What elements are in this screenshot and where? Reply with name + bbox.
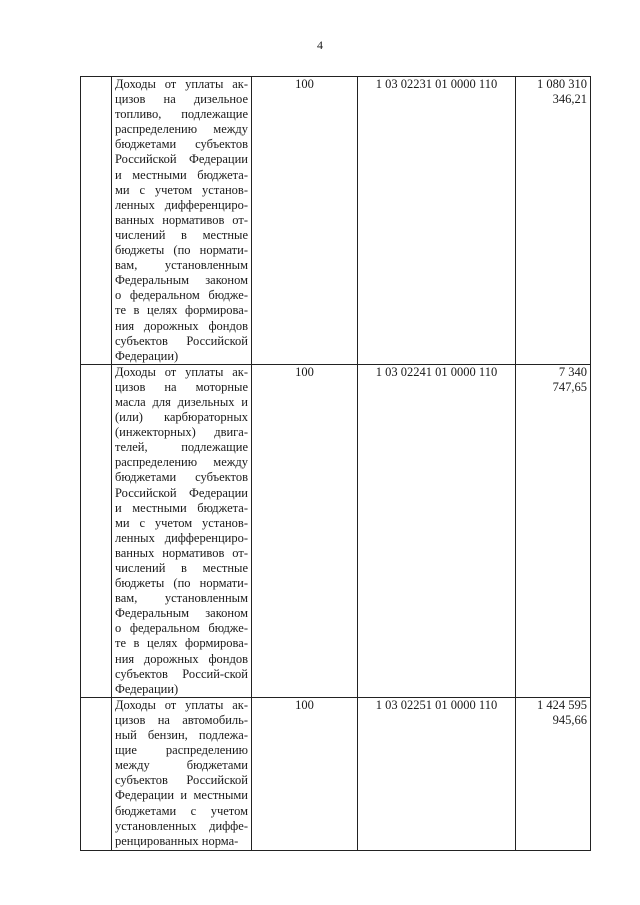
revenue-name-line: и местными бюджета-: [115, 500, 248, 515]
revenue-name-line: субъектов Россий-ской: [115, 666, 248, 681]
revenue-name-line: Федерации и местными: [115, 788, 248, 803]
revenue-name-line: о федеральном бюдже-: [115, 621, 248, 636]
revenue-name-line: щие распределению: [115, 743, 248, 758]
admin-code-cell: 100: [252, 697, 358, 850]
revenue-name-line: (инжекторных) двига-: [115, 425, 248, 440]
revenue-name-line: ванных нормативов от-: [115, 212, 248, 227]
amount-line: 1 424 595: [537, 697, 587, 712]
revenue-name-line: Федеральным законом: [115, 606, 248, 621]
revenue-name-cell: [112, 697, 252, 850]
revenue-name-cell: [112, 364, 252, 697]
revenue-table: [80, 76, 591, 851]
revenue-name-cell: [112, 77, 252, 365]
revenue-name-line: Доходы от уплаты ак-: [115, 364, 248, 379]
revenue-name-line: ния дорожных фондов: [115, 651, 248, 666]
budget-code-cell: 1 03 02241 01 0000 110: [358, 364, 516, 697]
revenue-name-line: Доходы от уплаты ак-: [115, 77, 248, 91]
revenue-name-line: ми с учетом установ-: [115, 182, 248, 197]
revenue-name-line: ный бензин, подлежа-: [115, 728, 248, 743]
revenue-name-line: вам, установленным: [115, 258, 248, 273]
revenue-name-line: Российской Федерации: [115, 152, 248, 167]
amount-cell: [516, 697, 591, 850]
revenue-name-line: топливо, подлежащие: [115, 107, 248, 122]
table-row: [81, 77, 591, 365]
budget-code-cell: 1 03 02251 01 0000 110: [358, 697, 516, 850]
revenue-name-line: те в целях формирова-: [115, 303, 248, 318]
revenue-name-line: распределению между: [115, 455, 248, 470]
revenue-name-line: те в целях формирова-: [115, 636, 248, 651]
table-row: [81, 697, 591, 850]
page-number: 4: [317, 38, 323, 52]
revenue-name-line: между бюджетами: [115, 758, 248, 773]
revenue-name-line: ленных дифференциро-: [115, 197, 248, 212]
revenue-name-line: субъектов Российской: [115, 773, 248, 788]
revenue-name-line: и местными бюджета-: [115, 167, 248, 182]
revenue-name-line: о федеральном бюдже-: [115, 288, 248, 303]
revenue-name-line: установленных диффе-: [115, 818, 248, 833]
revenue-name-line: ренцированных норма-: [115, 833, 239, 848]
table-row: [81, 364, 591, 697]
revenue-name-line: бюджеты (по нормати-: [115, 576, 248, 591]
row-number-cell: [81, 364, 112, 697]
revenue-name-line: Федерации): [115, 348, 179, 363]
revenue-name-line: бюджетами субъектов: [115, 137, 248, 152]
revenue-name-line: Доходы от уплаты ак-: [115, 697, 248, 712]
revenue-name-line: числений в местные: [115, 227, 248, 242]
revenue-name-line: цизов на автомобиль-: [115, 712, 248, 727]
revenue-name-line: ленных дифференциро-: [115, 530, 248, 545]
budget-code-cell: 1 03 02231 01 0000 110: [358, 77, 516, 365]
amount-line: 1 080 310: [537, 77, 587, 91]
revenue-name-line: Федерации): [115, 681, 179, 696]
revenue-name-line: ния дорожных фондов: [115, 318, 248, 333]
amount-line: 7 340: [558, 364, 587, 379]
revenue-name-line: бюджеты (по нормати-: [115, 243, 248, 258]
revenue-name-line: ванных нормативов от-: [115, 545, 248, 560]
revenue-name-line: цизов на дизельное: [115, 92, 248, 107]
row-number-cell: [81, 77, 112, 365]
revenue-name-line: (или) карбюраторных: [115, 410, 248, 425]
revenue-name-line: масла для дизельных и: [115, 394, 248, 409]
revenue-name-line: телей, подлежащие: [115, 440, 248, 455]
admin-code-cell: 100: [252, 364, 358, 697]
revenue-name-line: Федеральным законом: [115, 273, 248, 288]
admin-code-cell: 100: [252, 77, 358, 365]
revenue-name-line: бюджетами с учетом: [115, 803, 248, 818]
row-number-cell: [81, 697, 112, 850]
amount-cell: [516, 77, 591, 365]
revenue-table-body: [81, 77, 591, 851]
revenue-name-line: Российской Федерации: [115, 485, 248, 500]
amount-line: 945,66: [552, 712, 587, 727]
revenue-name-line: ми с учетом установ-: [115, 515, 248, 530]
amount-cell: [516, 364, 591, 697]
revenue-name-line: числений в местные: [115, 561, 248, 575]
amount-line: 747,65: [552, 379, 587, 394]
revenue-name-line: субъектов Российской: [115, 333, 248, 348]
revenue-name-line: бюджетами субъектов: [115, 470, 248, 485]
revenue-name-line: цизов на моторные: [115, 379, 248, 394]
revenue-name-line: вам, установленным: [115, 591, 248, 606]
revenue-name-line: распределению между: [115, 122, 248, 137]
amount-line: 346,21: [552, 92, 587, 107]
